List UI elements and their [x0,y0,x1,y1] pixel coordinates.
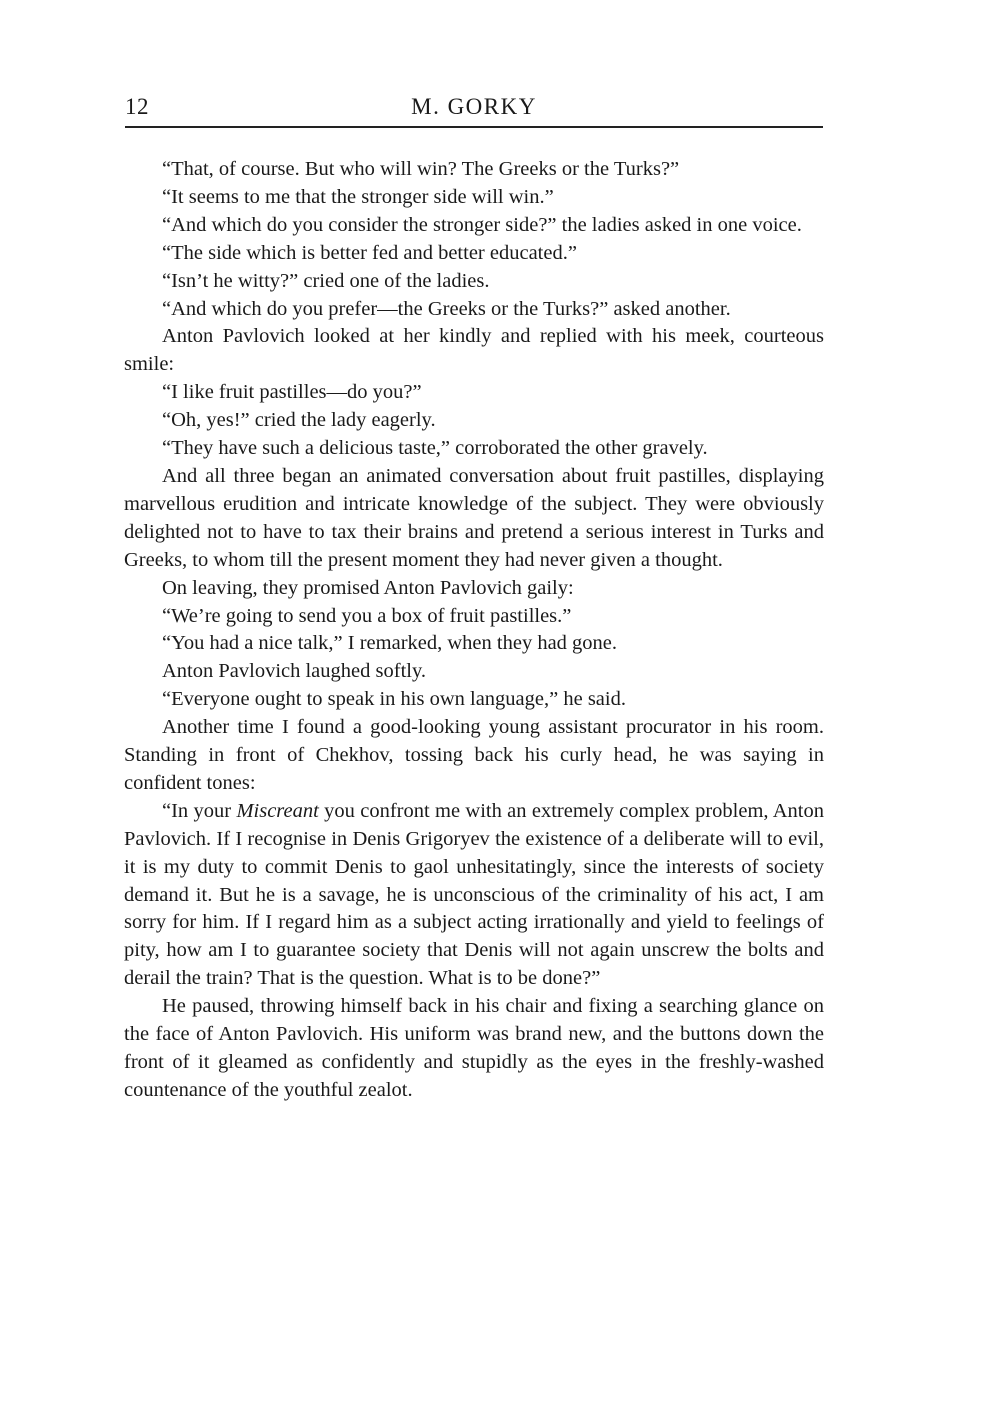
body-text [124,156,824,1105]
paragraph-text-after-title: you confront me with an extremely complex problem, Anton Pavlovich. If I recognise in Denis Grigoryev the existence of a deliberate will to evil, it is my duty to commit Denis to gaol unhesitatingly, since the interests of society demand it. But he is a savage, he is unconscious of the criminality of his act, I am sorry for him. If I regard him as a subject acting irrationally and yield to feelings of pity, how am I to guarantee society that Denis will not again unscrew the bolts and derail the train? That is the question. What is to be done?” [124,799,824,990]
paragraph: Anton Pavlovich looked at her kindly and replied with his meek, courteous smile: [124,325,824,376]
running-head: M. GORKY [411,94,537,119]
paragraph: He paused, throwing himself back in his chair and fixing a searching glance on the face of Anton Pavlovich. His uniform was brand new, and the buttons down the front of it gleamed as confidently and stupidly as the eyes in the freshly-washed countenance of the youthful zealot. [124,995,824,1101]
paragraph: And all three began an animated conversation about fruit pastilles, displaying marvellous erudition and intricate knowledge of the subject. They were obviously delighted not to have to tax their brains and pretend a serious interest in Turks and Greeks, to whom till the present moment they had never given a thought. [124,464,824,571]
paragraph-with-title [124,798,824,993]
page-header [125,92,823,128]
paragraph: “Isn’t he witty?” cried one of the ladies. [162,269,490,292]
paragraph: “Oh, yes!” cried the lady eagerly. [162,409,436,432]
paragraph: “And which do you consider the stronger side?” the ladies asked in one voice. [162,213,802,236]
paragraph-text-before-title: “In your [162,799,237,822]
paragraph: “They have such a delicious taste,” corroborated the other gravely. [162,437,708,460]
paragraph: “That, of course. But who will win? The Greeks or the Turks?” [162,158,680,180]
paragraph: “And which do you prefer—the Greeks or the Turks?” asked another. [162,297,731,320]
paragraph: “Everyone ought to speak in his own language,” he said. [162,688,626,711]
paragraph: On leaving, they promised Anton Pavlovich gaily: [162,576,574,599]
paragraph: Another time I found a good-looking young assistant procurator in his room. Standing in front of Chekhov, tossing back his curly head, he was saying in confident tones: [124,716,824,794]
paragraph: “It seems to me that the stronger side will win.” [162,185,554,208]
story-title: Miscreant [236,799,319,822]
paragraph: Anton Pavlovich laughed softly. [162,660,426,683]
paragraph: “We’re going to send you a box of fruit pastilles.” [162,604,572,627]
page-number: 12 [125,94,149,119]
paragraph: “I like fruit pastilles—do you?” [162,381,422,404]
paragraph: “The side which is better fed and better educated.” [162,241,577,264]
paragraph: “You had a nice talk,” I remarked, when they had gone. [162,632,618,655]
